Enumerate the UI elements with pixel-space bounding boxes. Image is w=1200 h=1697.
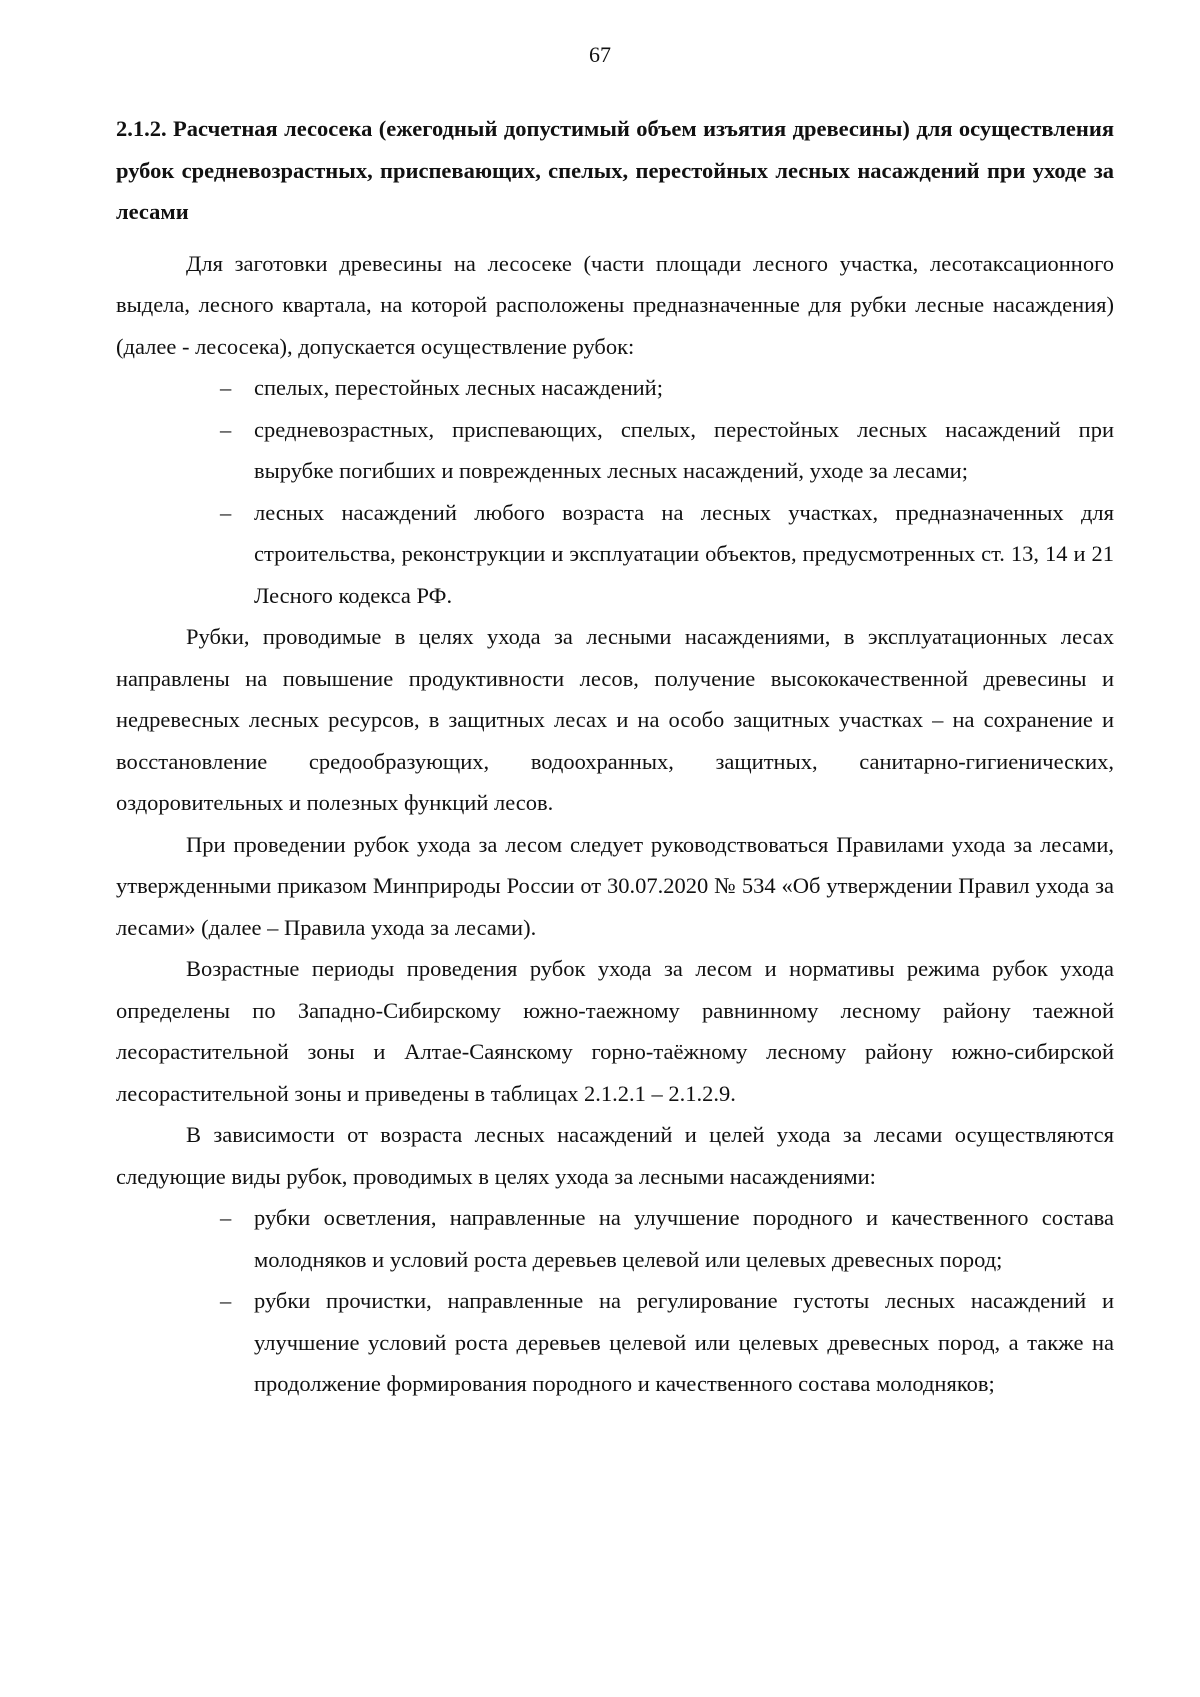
list-item: [220, 1197, 1114, 1280]
felling-types-list: [220, 367, 1114, 616]
paragraph-rules: При проведении рубок ухода за лесом следует руководствоваться Правилами ухода за лесами, утвержденными приказом Минприроды России от 30.07.2020 № 534 «Об утверждении Правил ухода за лесами» (далее – Правила ухода за лесами).: [116, 831, 1114, 940]
dash-marker: –: [220, 375, 232, 400]
paragraph-intro: Для заготовки древесины на лесосеке (части площади лесного участка, лесотаксационного выдела, лесного квартала, на которой расположены предназначенные для рубки лесные насаждения) (далее - лесосека), допускается осуществление рубок:: [116, 250, 1114, 359]
list-item-text: средневозрастных, приспевающих, спелых, перестойных лесных насаждений при вырубке погибших и поврежденных лесных насаждений, уходе за лесами;: [254, 416, 1114, 483]
dash-marker: –: [220, 499, 232, 525]
list-item: [220, 1280, 1114, 1405]
section-heading: 2.1.2. Расчетная лесосека (ежегодный допустимый объем изъятия древесины) для осуществления рубок средневозрастных, приспевающих, спелых, перестойных лесных насаждений при уходе за лесами: [116, 116, 1114, 224]
paragraph-age-periods: Возрастные периоды проведения рубок ухода за лесом и нормативы режима рубок ухода определены по Западно-Сибирскому южно-таежному равнинному лесному району таежной лесорастительной зоны и Алтае-Саянскому горно-таёжному лесному району южно-сибирской лесорастительной зоны и приведены в таблицах 2.1.2.1 – 2.1.2.9.: [116, 956, 1114, 1106]
list-item-text: лесных насаждений любого возраста на лесных участках, предназначенных для строительства, реконструкции и эксплуатации объектов, предусмотренных ст. 13, 14 и 21 Лесного кодекса РФ.: [254, 499, 1114, 608]
list-item: [220, 367, 1114, 409]
page-number: 67: [589, 42, 611, 67]
dash-marker: –: [220, 1205, 232, 1230]
list-item: [220, 492, 1114, 617]
document-body: [116, 108, 1114, 1405]
list-item: [220, 409, 1114, 492]
paragraph-kinds: В зависимости от возраста лесных насаждений и целей ухода за лесами осуществляются следующие виды рубок, проводимых в целях ухода за лесными насаждениями:: [116, 1122, 1114, 1189]
paragraph-purpose: Рубки, проводимые в целях ухода за лесными насаждениями, в эксплуатационных лесах направлены на повышение продуктивности лесов, получение высококачественной древесины и недревесных лесных ресурсов, в защитных лесах и на особо защитных участках – на сохранение и восстановление средообразующих, водоохранных, защитных, санитарно-гигиенических, оздоровительных и полезных функций лесов.: [116, 624, 1114, 815]
dash-marker: –: [220, 1288, 232, 1313]
care-felling-list: [220, 1197, 1114, 1405]
list-item-text: рубки осветления, направленные на улучшение породного и качественного состава молодняков и условий роста деревьев целевой или целевых древесных пород;: [254, 1205, 1114, 1272]
list-item-text: рубки прочистки, направленные на регулирование густоты лесных насаждений и улучшение условий роста деревьев целевой или целевых древесных пород, а также на продолжение формирования породного и качественного состава молодняков;: [254, 1288, 1114, 1396]
dash-marker: –: [220, 416, 232, 442]
list-item-text: спелых, перестойных лесных насаждений;: [254, 375, 663, 400]
